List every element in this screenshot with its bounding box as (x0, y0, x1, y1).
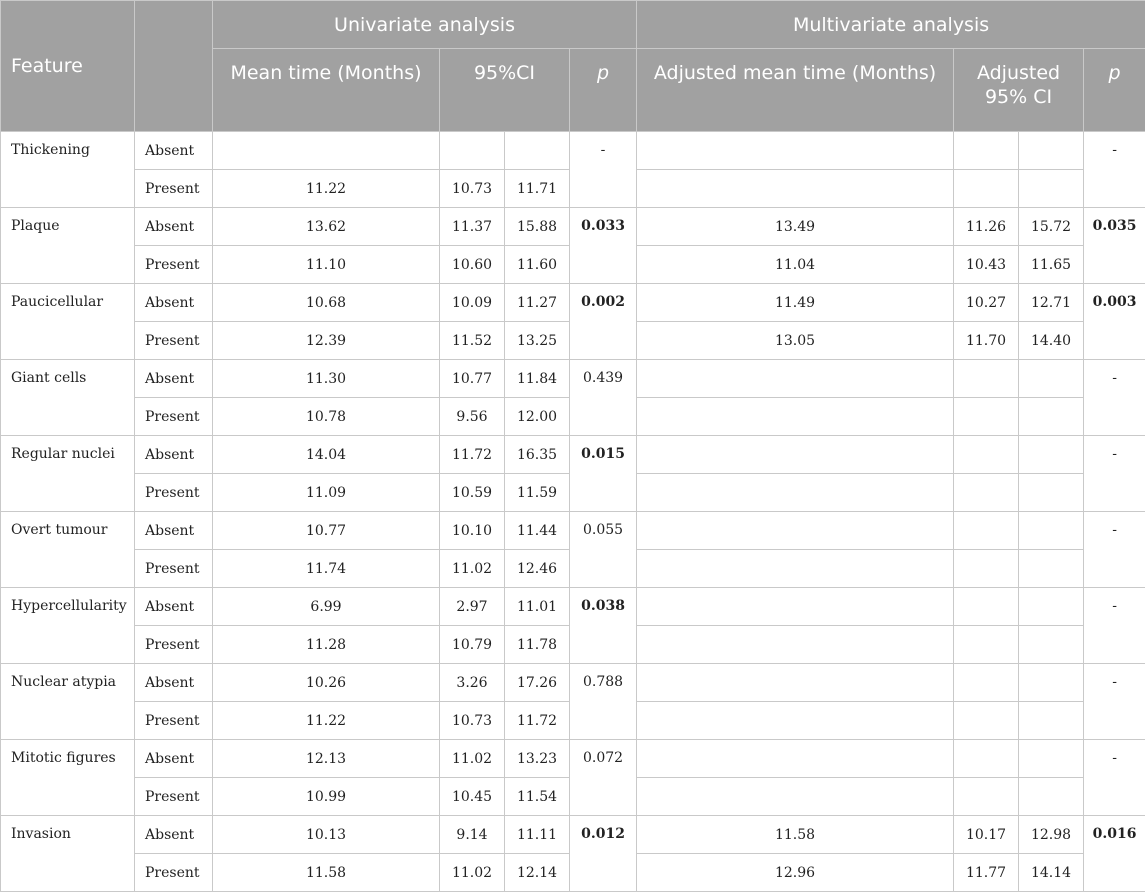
mean-time-value: 11.74 (213, 550, 440, 588)
mean-time-value: 11.22 (213, 170, 440, 208)
level-label: Absent (135, 588, 213, 626)
adjusted-ci-low-value (954, 740, 1019, 778)
level-label: Absent (135, 740, 213, 778)
ci-high-value: 11.59 (505, 474, 570, 512)
adjusted-mean-time-value (637, 550, 954, 588)
table-header (1, 1, 1145, 132)
adjusted-ci-high-value (1019, 474, 1084, 512)
level-label: Absent (135, 132, 213, 170)
feature-name: Hypercellularity (1, 588, 135, 664)
ci-low-value (440, 132, 505, 170)
ci-high-value: 13.23 (505, 740, 570, 778)
adjusted-ci-low-value (954, 360, 1019, 398)
feature-name: Mitotic figures (1, 740, 135, 816)
adjusted-ci-low-value (954, 170, 1019, 208)
level-label: Absent (135, 360, 213, 398)
adjusted-p-value: - (1084, 512, 1145, 588)
ci-low-value: 10.73 (440, 170, 505, 208)
adjusted-p-value: - (1084, 360, 1145, 436)
ci-high-value: 15.88 (505, 208, 570, 246)
table-row (1, 588, 1145, 626)
adjusted-ci-low-value (954, 664, 1019, 702)
adjusted-mean-time-value (637, 132, 954, 170)
mean-time-value: 6.99 (213, 588, 440, 626)
mean-time-value (213, 132, 440, 170)
ci-high-value: 11.54 (505, 778, 570, 816)
level-label: Present (135, 778, 213, 816)
ci-high-value: 11.44 (505, 512, 570, 550)
adjusted-ci-low-value: 10.43 (954, 246, 1019, 284)
adjusted-ci-high-value (1019, 740, 1084, 778)
adjusted-mean-time-value: 12.96 (637, 854, 954, 892)
adjusted-ci-high-value (1019, 626, 1084, 664)
header-univariate: Univariate analysis (213, 1, 637, 49)
ci-high-value: 12.14 (505, 854, 570, 892)
adjusted-ci-low-value (954, 626, 1019, 664)
ci-low-value: 10.79 (440, 626, 505, 664)
adjusted-ci-low-value (954, 474, 1019, 512)
feature-name: Giant cells (1, 360, 135, 436)
ci-low-value: 11.02 (440, 740, 505, 778)
header-ci: 95%CI (440, 49, 570, 132)
adjusted-ci-high-value: 12.71 (1019, 284, 1084, 322)
ci-low-value: 11.02 (440, 550, 505, 588)
adjusted-ci-high-value (1019, 702, 1084, 740)
mean-time-value: 14.04 (213, 436, 440, 474)
adjusted-ci-low-value (954, 702, 1019, 740)
adjusted-p-value: - (1084, 132, 1145, 208)
header-p: p (570, 49, 637, 132)
level-label: Absent (135, 664, 213, 702)
ci-high-value: 11.01 (505, 588, 570, 626)
mean-time-value: 11.22 (213, 702, 440, 740)
adjusted-ci-high-value (1019, 436, 1084, 474)
adjusted-ci-high-value (1019, 398, 1084, 436)
feature-name: Overt tumour (1, 512, 135, 588)
ci-low-value: 9.14 (440, 816, 505, 854)
ci-low-value: 10.59 (440, 474, 505, 512)
ci-low-value: 11.52 (440, 322, 505, 360)
table-row (1, 740, 1145, 778)
level-label: Present (135, 626, 213, 664)
header-mean-time: Mean time (Months) (213, 49, 440, 132)
adjusted-ci-high-value (1019, 588, 1084, 626)
adjusted-ci-high-value: 14.40 (1019, 322, 1084, 360)
level-label: Absent (135, 284, 213, 322)
adjusted-mean-time-value (637, 778, 954, 816)
level-label: Present (135, 246, 213, 284)
p-value: 0.012 (570, 816, 637, 892)
ci-low-value: 10.09 (440, 284, 505, 322)
ci-high-value: 11.72 (505, 702, 570, 740)
ci-low-value: 11.72 (440, 436, 505, 474)
ci-high-value: 13.25 (505, 322, 570, 360)
mean-time-value: 12.39 (213, 322, 440, 360)
adjusted-mean-time-value (637, 626, 954, 664)
adjusted-ci-high-value: 14.14 (1019, 854, 1084, 892)
p-value: 0.002 (570, 284, 637, 360)
ci-low-value: 10.45 (440, 778, 505, 816)
level-label: Present (135, 398, 213, 436)
feature-name: Thickening (1, 132, 135, 208)
mean-time-value: 10.26 (213, 664, 440, 702)
ci-low-value: 2.97 (440, 588, 505, 626)
adjusted-ci-high-value (1019, 512, 1084, 550)
adjusted-p-value: 0.003 (1084, 284, 1145, 360)
adjusted-ci-high-value (1019, 132, 1084, 170)
ci-high-value: 12.46 (505, 550, 570, 588)
level-label: Present (135, 322, 213, 360)
mean-time-value: 11.58 (213, 854, 440, 892)
mean-time-value: 13.62 (213, 208, 440, 246)
mean-time-value: 10.68 (213, 284, 440, 322)
adjusted-p-value: - (1084, 664, 1145, 740)
level-label: Absent (135, 816, 213, 854)
mean-time-value: 11.28 (213, 626, 440, 664)
table-row (1, 132, 1145, 170)
adjusted-ci-high-value (1019, 360, 1084, 398)
ci-high-value: 11.60 (505, 246, 570, 284)
feature-name: Regular nuclei (1, 436, 135, 512)
adjusted-mean-time-value: 11.49 (637, 284, 954, 322)
p-value: 0.788 (570, 664, 637, 740)
ci-low-value: 3.26 (440, 664, 505, 702)
table-row (1, 512, 1145, 550)
table-row (1, 360, 1145, 398)
mean-time-value: 12.13 (213, 740, 440, 778)
adjusted-ci-high-value (1019, 550, 1084, 588)
feature-name: Plaque (1, 208, 135, 284)
feature-name: Paucicellular (1, 284, 135, 360)
p-value: 0.055 (570, 512, 637, 588)
table-body (1, 132, 1145, 892)
header-adjusted-p: p (1084, 49, 1145, 132)
p-value: 0.015 (570, 436, 637, 512)
mean-time-value: 11.10 (213, 246, 440, 284)
adjusted-mean-time-value (637, 398, 954, 436)
adjusted-ci-low-value: 11.70 (954, 322, 1019, 360)
table-row (1, 436, 1145, 474)
p-value: 0.038 (570, 588, 637, 664)
level-label: Absent (135, 512, 213, 550)
header-adjusted-mean-time: Adjusted mean time (Months) (637, 49, 954, 132)
p-value: - (570, 132, 637, 208)
ci-high-value: 11.11 (505, 816, 570, 854)
adjusted-p-value: - (1084, 588, 1145, 664)
adjusted-p-value: - (1084, 436, 1145, 512)
ci-low-value: 9.56 (440, 398, 505, 436)
level-label: Present (135, 702, 213, 740)
ci-high-value: 11.84 (505, 360, 570, 398)
table-row (1, 284, 1145, 322)
adjusted-ci-high-value (1019, 664, 1084, 702)
ci-high-value: 11.71 (505, 170, 570, 208)
adjusted-mean-time-value: 13.49 (637, 208, 954, 246)
adjusted-ci-low-value (954, 436, 1019, 474)
adjusted-ci-low-value (954, 588, 1019, 626)
adjusted-mean-time-value: 11.58 (637, 816, 954, 854)
adjusted-ci-low-value (954, 132, 1019, 170)
ci-low-value: 11.02 (440, 854, 505, 892)
mean-time-value: 11.30 (213, 360, 440, 398)
adjusted-ci-low-value (954, 398, 1019, 436)
adjusted-mean-time-value (637, 512, 954, 550)
ci-high-value: 12.00 (505, 398, 570, 436)
adjusted-ci-high-value: 11.65 (1019, 246, 1084, 284)
p-value: 0.072 (570, 740, 637, 816)
adjusted-ci-low-value: 11.26 (954, 208, 1019, 246)
ci-low-value: 11.37 (440, 208, 505, 246)
adjusted-p-value: 0.035 (1084, 208, 1145, 284)
adjusted-ci-low-value: 10.17 (954, 816, 1019, 854)
adjusted-mean-time-value: 13.05 (637, 322, 954, 360)
table-row (1, 208, 1145, 246)
level-label: Present (135, 550, 213, 588)
adjusted-ci-high-value (1019, 778, 1084, 816)
feature-name: Nuclear atypia (1, 664, 135, 740)
adjusted-mean-time-value (637, 588, 954, 626)
ci-low-value: 10.60 (440, 246, 505, 284)
p-value: 0.033 (570, 208, 637, 284)
adjusted-ci-high-value (1019, 170, 1084, 208)
adjusted-mean-time-value (637, 664, 954, 702)
adjusted-p-value: - (1084, 740, 1145, 816)
adjusted-p-value: 0.016 (1084, 816, 1145, 892)
ci-high-value: 17.26 (505, 664, 570, 702)
mean-time-value: 10.78 (213, 398, 440, 436)
level-label: Absent (135, 208, 213, 246)
header-adjusted-ci: Adjusted 95% CI (954, 49, 1084, 132)
p-value: 0.439 (570, 360, 637, 436)
level-label: Absent (135, 436, 213, 474)
level-label: Present (135, 474, 213, 512)
adjusted-ci-high-value: 12.98 (1019, 816, 1084, 854)
level-label: Present (135, 170, 213, 208)
adjusted-mean-time-value (637, 436, 954, 474)
ci-low-value: 10.73 (440, 702, 505, 740)
adjusted-mean-time-value (637, 170, 954, 208)
adjusted-ci-low-value (954, 778, 1019, 816)
table-row (1, 816, 1145, 854)
level-label: Present (135, 854, 213, 892)
adjusted-mean-time-value (637, 740, 954, 778)
ci-low-value: 10.77 (440, 360, 505, 398)
adjusted-ci-high-value: 15.72 (1019, 208, 1084, 246)
adjusted-ci-low-value: 10.27 (954, 284, 1019, 322)
adjusted-mean-time-value (637, 474, 954, 512)
adjusted-ci-low-value: 11.77 (954, 854, 1019, 892)
adjusted-ci-low-value (954, 550, 1019, 588)
mean-time-value: 10.77 (213, 512, 440, 550)
adjusted-ci-low-value (954, 512, 1019, 550)
adjusted-mean-time-value: 11.04 (637, 246, 954, 284)
ci-high-value: 16.35 (505, 436, 570, 474)
header-feature: Feature (1, 1, 135, 132)
table-row (1, 664, 1145, 702)
ci-high-value: 11.78 (505, 626, 570, 664)
ci-low-value: 10.10 (440, 512, 505, 550)
ci-high-value: 11.27 (505, 284, 570, 322)
ci-high-value (505, 132, 570, 170)
feature-name: Invasion (1, 816, 135, 892)
header-multivariate: Multivariate analysis (637, 1, 1145, 49)
mean-time-value: 11.09 (213, 474, 440, 512)
mean-time-value: 10.99 (213, 778, 440, 816)
adjusted-mean-time-value (637, 360, 954, 398)
adjusted-mean-time-value (637, 702, 954, 740)
header-level-blank (135, 1, 213, 132)
mean-time-value: 10.13 (213, 816, 440, 854)
